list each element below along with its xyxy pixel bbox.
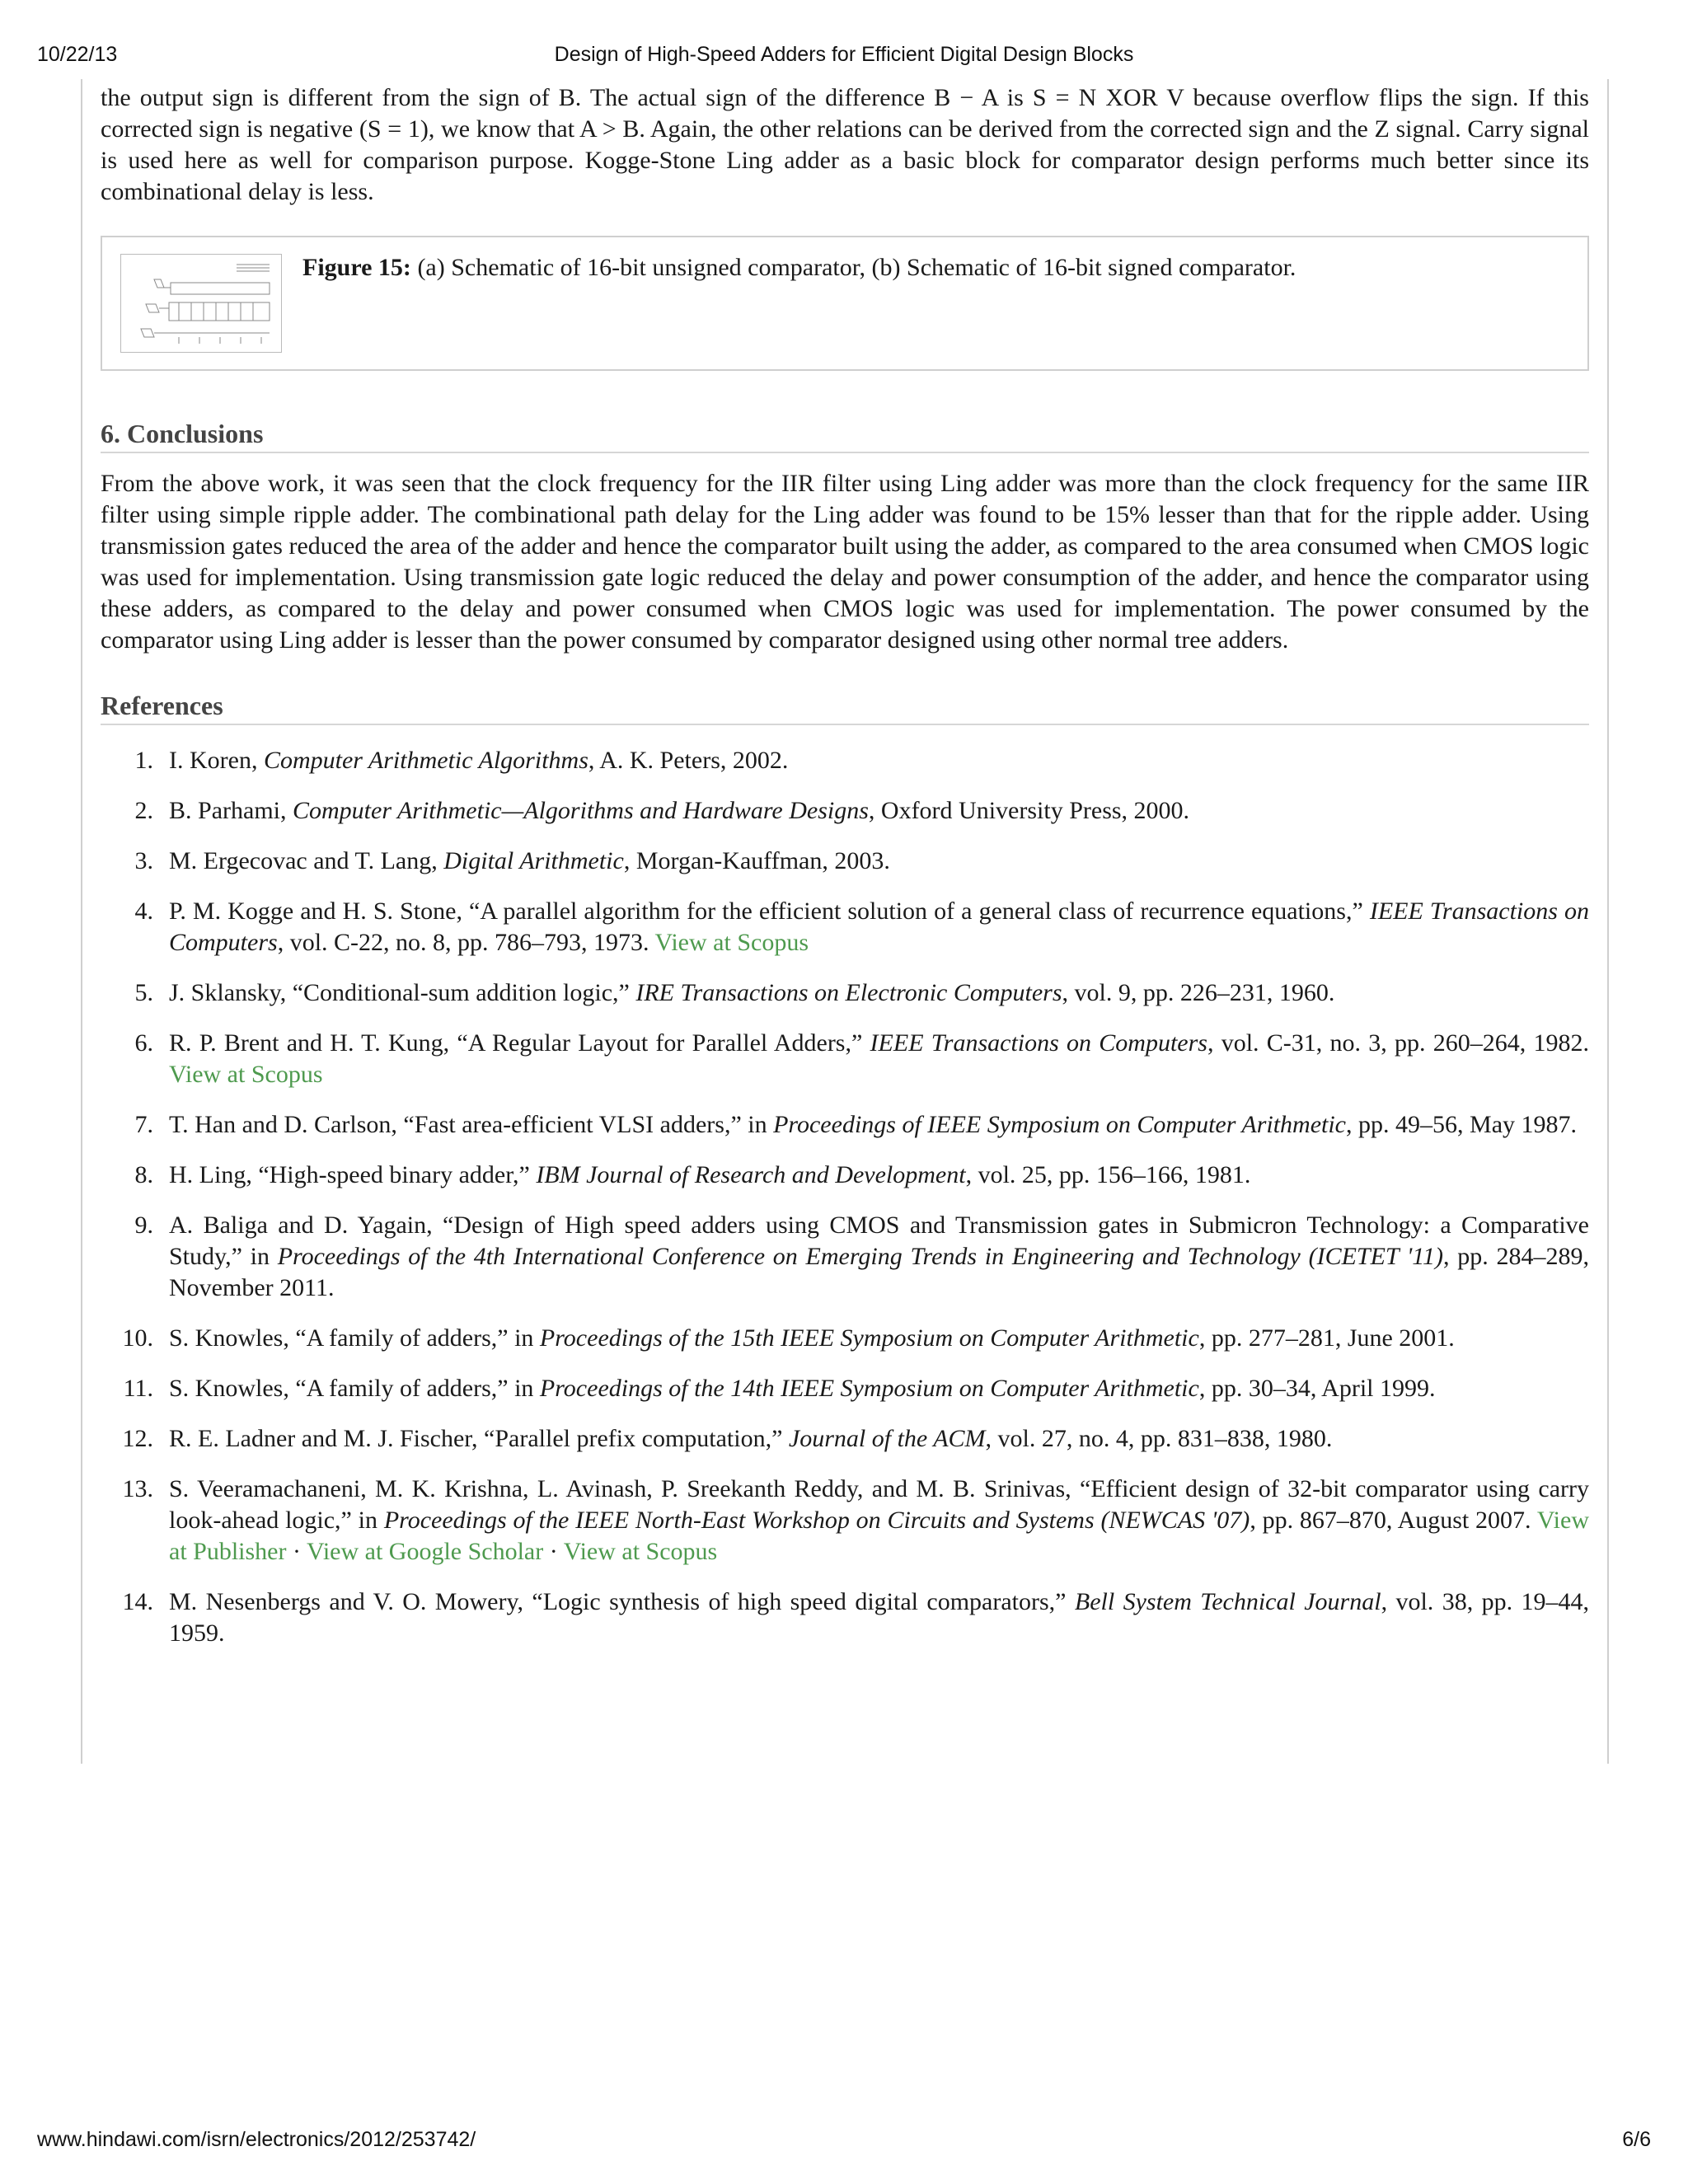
reference-authors: S. Knowles, “A family of adders,” in [169, 1324, 540, 1352]
reference-details: , vol. C-31, no. 3, pp. 260–264, 1982. [1207, 1029, 1589, 1057]
reference-number: 8. [134, 1161, 153, 1188]
intro-paragraph: the output sign is different from the sign of B. The actual sign of the difference B − A is S = N XOR V because overflow flips the sign. If this corrected sign is negative (S = 1), we know that A > B. Again, the other relations can be derived from the corrected sign and the Z signal. Carry signal is used here as well for comparison purpose. Kogge-Stone Ling adder as a basic block for comparator design performs much better since its combinational delay is less. [101, 84, 1589, 205]
reference-authors: S. Knowles, “A family of adders,” in [169, 1375, 540, 1402]
reference-number: 13. [122, 1475, 153, 1502]
reference-title: IRE Transactions on Electronic Computers [635, 979, 1062, 1006]
reference-authors: M. Nesenbergs and V. O. Mowery, “Logic synthesis of high speed digital comparators,” [169, 1588, 1075, 1615]
reference-authors: R. P. Brent and H. T. Kung, “A Regular Layout for Parallel Adders,” [169, 1029, 870, 1057]
reference-authors: R. E. Ladner and M. J. Fischer, “Parallel prefix computation,” [169, 1425, 789, 1452]
reference-title: Proceedings of the 15th IEEE Symposium on Computer Arithmetic [539, 1324, 1199, 1352]
figure-label: Figure 15: [302, 254, 411, 281]
reference-number: 10. [122, 1324, 153, 1352]
reference-details: , vol. 27, no. 4, pp. 831–838, 1980. [985, 1425, 1333, 1452]
print-url: www.hindawi.com/isrn/electronics/2012/253742/ [37, 2128, 476, 2151]
figure-caption-text: (a) Schematic of 16-bit unsigned comparator, (b) Schematic of 16-bit signed comparator. [410, 254, 1296, 281]
reference-item [101, 745, 1589, 776]
reference-authors: J. Sklansky, “Conditional-sum addition logic,” [169, 979, 636, 1006]
reference-authors: T. Han and D. Carlson, “Fast area-efficient VLSI adders,” in [169, 1111, 774, 1138]
reference-details: , vol. 25, pp. 156–166, 1981. [965, 1161, 1251, 1188]
view-at-publisher-link[interactable]: View at Publisher [169, 1507, 1589, 1565]
conclusions-heading: 6. Conclusions [101, 417, 1589, 453]
reference-details: , pp. 277–281, June 2001. [1198, 1324, 1455, 1352]
figure-caption [302, 252, 1571, 284]
reference-title: IEEE Transactions on Computers [169, 898, 1589, 956]
reference-number: 14. [122, 1588, 153, 1615]
reference-title: IBM Journal of Research and Development [536, 1161, 966, 1188]
schematic-thumbnail-graphic [121, 255, 281, 352]
reference-details: , A. K. Peters, 2002. [588, 747, 789, 774]
reference-item [101, 1373, 1589, 1404]
reference-authors: B. Parhami, [169, 797, 293, 824]
references-heading: References [101, 689, 1589, 725]
figure-thumbnail[interactable] [120, 254, 282, 353]
reference-authors: S. Veeramachaneni, M. K. Krishna, L. Avinash, P. Sreekanth Reddy, and M. B. Srinivas, “Efficient design of 32-bit comparator using carry look-ahead logic,” in [169, 1475, 1589, 1534]
view-at-scopus-link[interactable]: View at Scopus [563, 1538, 718, 1565]
reference-details: , pp. 867–870, August 2007. [1250, 1507, 1537, 1534]
reference-item [101, 846, 1589, 877]
reference-title: Bell System Technical Journal [1074, 1588, 1381, 1615]
reference-number: 4. [134, 898, 153, 925]
reference-item [101, 896, 1589, 958]
conclusions-paragraph: From the above work, it was seen that the clock frequency for the IIR filter using Ling adder was more than the clock frequency for the same IIR filter using simple ripple adder. The combinational path delay for the Ling adder was found to be 15% lesser than that for the ripple adder. Using transmission gates reduced the area of the adder and hence the comparator built using the adder, as compared to the area consumed when CMOS logic was used for implementation. Using transmission gate logic reduced the delay and power consumption of the adder, and hence the comparator using these adders, as compared to the delay and power consumed when CMOS logic was used for implementation. The power consumed by the comparator using Ling adder is lesser than the power consumed by comparator designed using other normal tree adders. [101, 470, 1589, 654]
figure-box [101, 236, 1589, 371]
reference-details: , vol. C-22, no. 8, pp. 786–793, 1973. [277, 929, 655, 956]
reference-number: 7. [134, 1111, 153, 1138]
reference-title: Computer Arithmetic—Algorithms and Hardware Designs [293, 797, 869, 824]
print-page-number: 6/6 [1622, 2128, 1651, 2151]
reference-details: , Morgan-Kauffman, 2003. [623, 847, 890, 874]
reference-number: 5. [134, 979, 153, 1006]
print-page-title: Design of High-Speed Adders for Efficient Digital Design Blocks [554, 43, 1134, 66]
reference-item [101, 1323, 1589, 1354]
reference-number: 2. [134, 797, 153, 824]
link-separator: · [286, 1538, 307, 1565]
reference-details: , Oxford University Press, 2000. [868, 797, 1190, 824]
reference-authors: H. Ling, “High-speed binary adder,” [169, 1161, 537, 1188]
reference-title: Proceedings of the IEEE North-East Workshop on Circuits and Systems (NEWCAS '07) [383, 1507, 1250, 1534]
reference-item [101, 977, 1589, 1009]
reference-title: Journal of the ACM [788, 1425, 986, 1452]
reference-authors: A. Baliga and D. Yagain, “Design of High speed adders using CMOS and Transmission gates in Submicron Technology: a Comparative Study,” in [169, 1212, 1589, 1270]
reference-authors: M. Ergecovac and T. Lang, [169, 847, 444, 874]
reference-number: 3. [134, 847, 153, 874]
reference-number: 6. [134, 1029, 153, 1057]
print-date: 10/22/13 [37, 43, 118, 66]
article-body [101, 82, 1589, 1668]
print-footer [37, 2128, 1651, 2156]
reference-title: Digital Arithmetic [443, 847, 624, 874]
reference-details: , pp. 284–289, November 2011. [169, 1243, 1589, 1301]
view-at-google-scholar-link[interactable]: View at Google Scholar [306, 1538, 544, 1565]
reference-number: 12. [122, 1425, 153, 1452]
reference-authors: P. M. Kogge and H. S. Stone, “A parallel algorithm for the efficient solution of a general class of recurrence equations,” [169, 898, 1370, 925]
reference-item [101, 1028, 1589, 1090]
reference-details: , vol. 38, pp. 19–44, 1959. [169, 1588, 1589, 1647]
reference-title: Proceedings of the 14th IEEE Symposium on Computer Arithmetic [539, 1375, 1199, 1402]
reference-number: 1. [134, 747, 153, 774]
reference-item [101, 1586, 1589, 1649]
reference-authors: I. Koren, [169, 747, 264, 774]
reference-item [101, 795, 1589, 827]
view-at-scopus-link[interactable]: View at Scopus [169, 1061, 323, 1088]
reference-list [101, 745, 1589, 1649]
reference-title: Proceedings of the 4th International Conference on Emerging Trends in Engineering and Technology (ICETET '11) [277, 1243, 1443, 1270]
reference-item [101, 1210, 1589, 1304]
link-separator: · [543, 1538, 564, 1565]
print-header [37, 43, 1651, 71]
reference-item [101, 1474, 1589, 1568]
reference-title: IEEE Transactions on Computers [870, 1029, 1207, 1057]
reference-details: , pp. 49–56, May 1987. [1346, 1111, 1578, 1138]
reference-item [101, 1160, 1589, 1191]
reference-item [101, 1423, 1589, 1455]
reference-number: 11. [123, 1375, 153, 1402]
reference-details: , pp. 30–34, April 1999. [1198, 1375, 1436, 1402]
reference-title: Proceedings of IEEE Symposium on Computer Arithmetic [773, 1111, 1347, 1138]
reference-title: Computer Arithmetic Algorithms [263, 747, 588, 774]
reference-item [101, 1109, 1589, 1141]
view-at-scopus-link[interactable]: View at Scopus [654, 929, 809, 956]
reference-details: , vol. 9, pp. 226–231, 1960. [1062, 979, 1335, 1006]
reference-number: 9. [134, 1212, 153, 1239]
